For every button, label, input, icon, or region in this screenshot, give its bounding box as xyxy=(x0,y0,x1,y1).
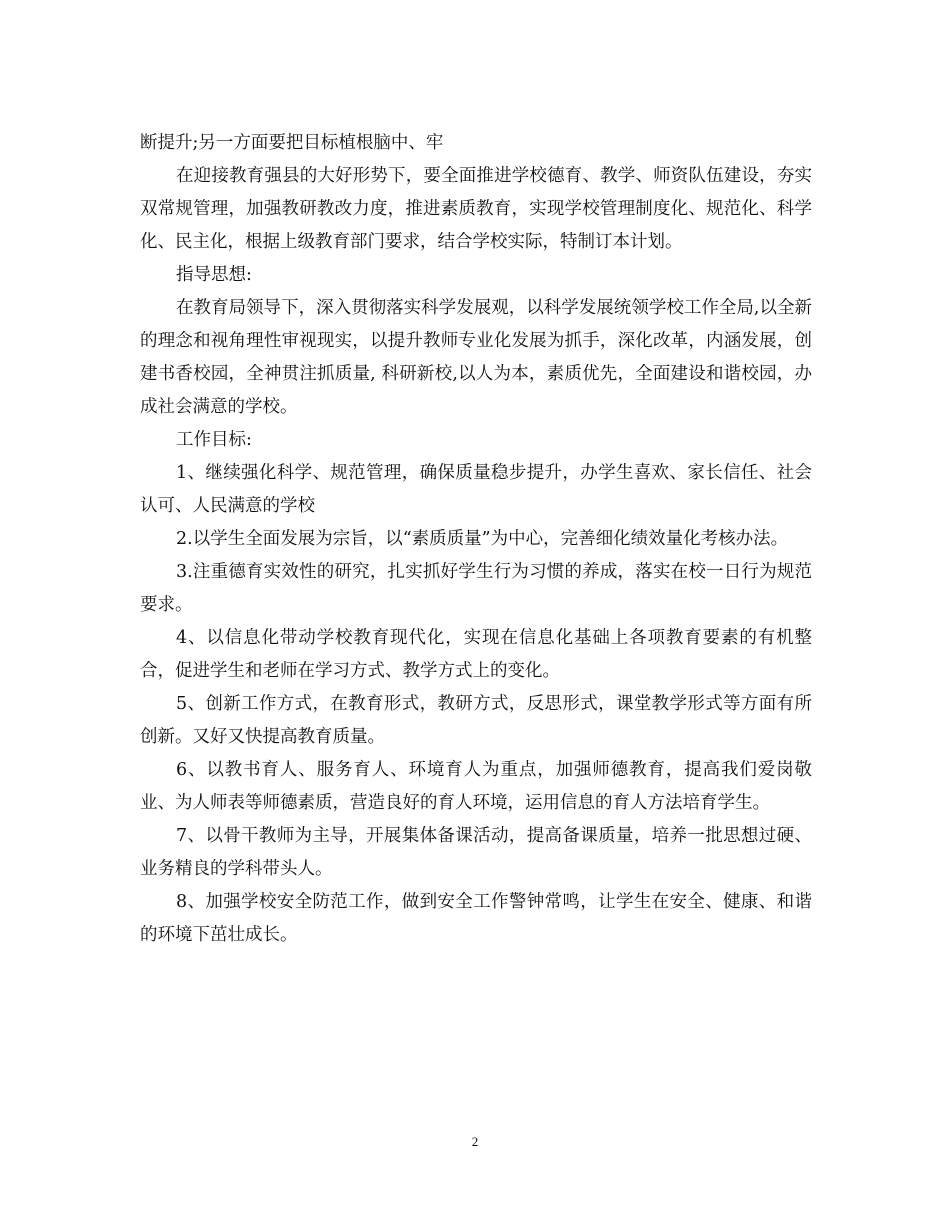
goal-item-8: 8、加强学校安全防范工作，做到安全工作警钟常鸣，让学生在安全、健康、和谐的环境下茁壮成长。 xyxy=(140,892,812,945)
goal-item-1: 1、继续强化科学、规范管理，确保质量稳步提升，办学生喜欢、家长信任、社会认可、人民满意的学校 xyxy=(140,463,812,516)
paragraph-guiding-ideology: 在教育局领导下，深入贯彻落实科学发展观，以科学发展统领学校工作全局,以全新的理念和视角理性审视现实，以提升教师专业化发展为抓手，深化改革，内涵发展，创建书香校园，全神贯注抓质量, 科研新校,以人为本，素质优先，全面建设和谐校园，办成社会满意的学校。 xyxy=(140,298,812,417)
paragraph-continuation: 断提升;另一方面要把目标植根脑中、牢 xyxy=(140,133,444,153)
goal-item-3: 3.注重德育实效性的研究，扎实抓好学生行为习惯的养成，落实在校一日行为规范要求。 xyxy=(140,562,812,615)
heading-guiding-ideology: 指导思想: xyxy=(176,265,252,285)
goal-item-5: 5、创新工作方式，在教育形式，教研方式，反思形式，课堂教学形式等方面有所创新。又好又快提高教育质量。 xyxy=(140,694,812,747)
heading-work-goals: 工作目标: xyxy=(176,430,252,450)
document-body xyxy=(140,127,812,952)
page-number: 2 xyxy=(471,1134,479,1149)
paragraph-intro: 在迎接教育强县的大好形势下，要全面推进学校德育、教学、师资队伍建设，夯实双常规管理，加强教研教改力度，推进素质教育，实现学校管理制度化、规范化、科学化、民主化，根据上级教育部门要求，结合学校实际，特制订本计划。 xyxy=(140,166,812,252)
goal-item-6: 6、以教书育人、服务育人、环境育人为重点，加强师德教育，提高我们爱岗敬业、为人师表等师德素质，营造良好的育人环境，运用信息的育人方法培育学生。 xyxy=(140,760,812,813)
goal-item-4: 4、以信息化带动学校教育现代化，实现在信息化基础上各项教育要素的有机整合，促进学生和老师在学习方式、教学方式上的变化。 xyxy=(140,628,812,681)
goal-item-2: 2.以学生全面发展为宗旨，以“素质质量”为中心，完善细化绩效量化考核办法。 xyxy=(176,529,789,549)
goal-item-7: 7、以骨干教师为主导，开展集体备课活动，提高备课质量，培养一批思想过硬、业务精良的学科带头人。 xyxy=(140,826,812,879)
